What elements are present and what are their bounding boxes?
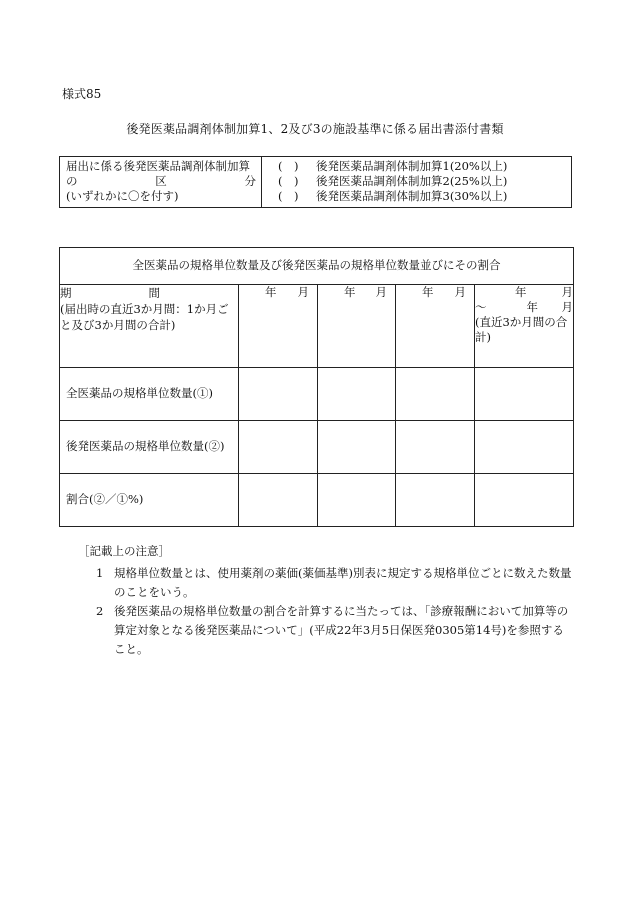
option-mark-box[interactable]: ( )	[278, 189, 299, 203]
data-cell[interactable]	[318, 421, 396, 474]
data-cell[interactable]	[475, 421, 574, 474]
year-label: 年	[344, 285, 356, 299]
month-label: 月	[375, 285, 387, 299]
total-column[interactable]	[475, 285, 574, 368]
note-item	[96, 564, 578, 602]
option-label: 後発医薬品調剤体制加算3(30%以上)	[316, 189, 508, 203]
category-label-line1: 届出に係る後発医薬品調剤体制加算	[66, 159, 250, 173]
period-heading	[60, 285, 160, 301]
data-cell[interactable]	[239, 474, 318, 527]
month-label: 月	[297, 285, 309, 299]
category-label-char: 区	[155, 174, 167, 188]
category-label-char: の	[66, 174, 78, 188]
notes-heading: ［記載上の注意］	[78, 544, 170, 558]
row-label-ratio: 割合(②／①%)	[60, 474, 239, 527]
data-cell[interactable]	[318, 368, 396, 421]
period-label-cell	[60, 285, 239, 368]
note-number: 1	[96, 566, 104, 580]
data-cell[interactable]	[318, 474, 396, 527]
option-mark-box[interactable]: ( )	[278, 174, 299, 188]
category-label-cell	[60, 157, 262, 207]
data-cell[interactable]	[475, 368, 574, 421]
option-mark-box[interactable]: ( )	[278, 159, 299, 173]
category-option[interactable]	[278, 159, 571, 174]
year-label: 年	[265, 285, 277, 299]
category-table	[59, 156, 572, 208]
category-option[interactable]	[278, 174, 571, 189]
note-item	[96, 602, 578, 659]
note-text: 後発医薬品の規格単位数量の割合を計算するに当たっては、「診療報酬において加算等の算定対象となる後発医薬品について」(平成22年3月5日保医発0305第14号)を参照すること。	[114, 604, 569, 656]
month-label: 月	[561, 285, 574, 299]
total-column-note: (直近3か月間の合計)	[475, 315, 568, 344]
note-text: 規格単位数量とは、使用薬剤の薬価(薬価基準)別表に規定する規格単位ごとに数えた数量のことをいう。	[114, 566, 572, 599]
period-note: (届出時の直近3か月間：1か月ごと及び3か月間の合計)	[60, 302, 229, 332]
tilde-mark: ～	[475, 300, 487, 314]
category-label-line3: (いずれかに〇を付す)	[66, 189, 179, 203]
note-number: 2	[96, 604, 104, 618]
option-label: 後発医薬品調剤体制加算2(25%以上)	[316, 174, 508, 188]
table-caption: 全医薬品の規格単位数量及び後発医薬品の規格単位数量並びにその割合	[60, 248, 574, 285]
month-label: 月	[561, 300, 574, 314]
category-options-cell	[262, 157, 571, 207]
year-label: 年	[526, 300, 538, 314]
quantity-table	[59, 247, 574, 527]
category-option[interactable]	[278, 189, 571, 204]
data-cell[interactable]	[396, 368, 475, 421]
data-cell[interactable]	[475, 474, 574, 527]
data-cell[interactable]	[396, 421, 475, 474]
month-column-3[interactable]	[396, 285, 475, 368]
month-column-1[interactable]	[239, 285, 318, 368]
data-cell[interactable]	[396, 474, 475, 527]
row-label-total-quantity: 全医薬品の規格単位数量(①)	[60, 368, 239, 421]
period-heading-char: 期	[60, 286, 72, 300]
option-label: 後発医薬品調剤体制加算1(20%以上)	[316, 159, 508, 173]
month-column-2[interactable]	[318, 285, 396, 368]
period-heading-char: 間	[148, 286, 160, 300]
notes-section	[78, 542, 578, 659]
year-label: 年	[422, 285, 434, 299]
category-label-line2	[66, 174, 256, 189]
document-title: 後発医薬品調剤体制加算1、2及び3の施設基準に係る届出書添付書類	[126, 122, 504, 136]
data-cell[interactable]	[239, 421, 318, 474]
data-cell[interactable]	[239, 368, 318, 421]
row-label-generic-quantity: 後発医薬品の規格単位数量(②)	[60, 421, 239, 474]
year-label: 年	[515, 285, 527, 299]
category-label-char: 分	[244, 174, 256, 188]
month-label: 月	[454, 285, 466, 299]
form-number: 様式85	[62, 87, 102, 101]
